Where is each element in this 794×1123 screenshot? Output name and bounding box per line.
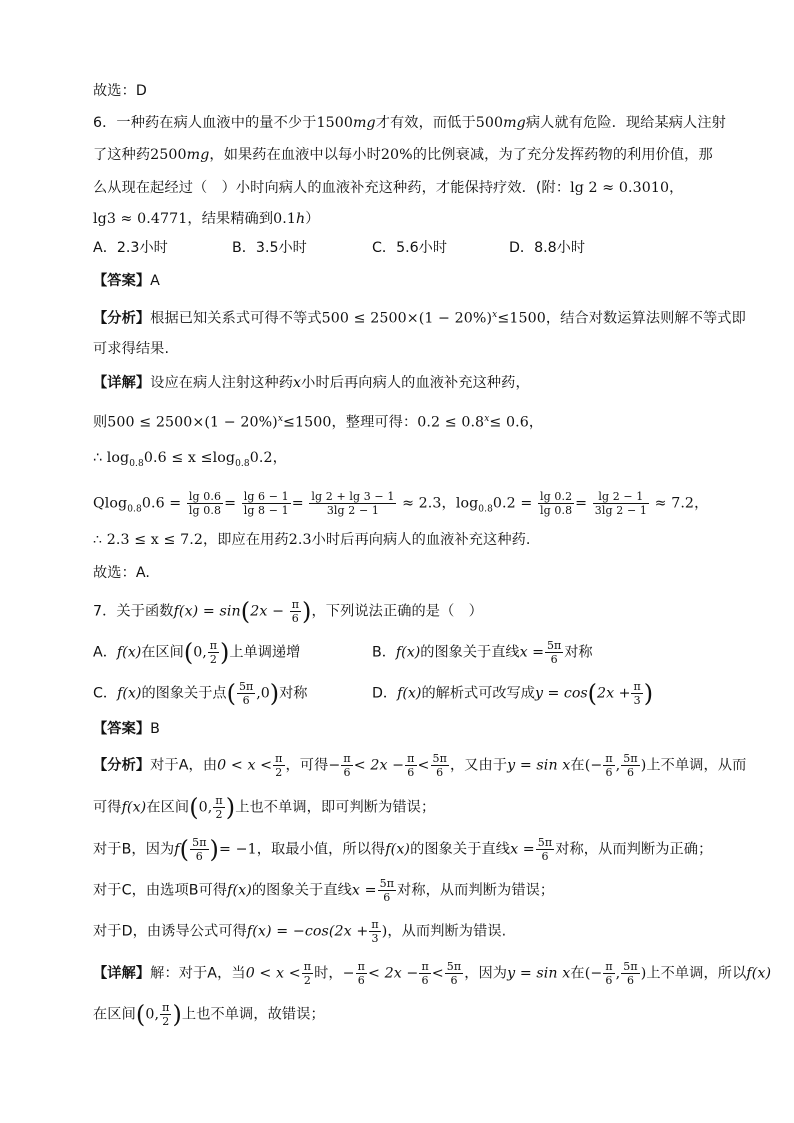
fraction: $\frac{\pi}{6}$ <box>421 960 429 987</box>
fraction: $\frac{\pi}{2}$ <box>303 960 312 987</box>
q6-option-c: C．5.6小时 <box>372 240 448 256</box>
q6-stem-line-2: 了这种药2500mg，如果药在血液中以每小时20%的比例衰减，为了充分发挥药物的利用价值，那 <box>93 147 713 163</box>
fraction: $\frac{5\pi}{6}$ <box>546 639 562 666</box>
fraction: $\frac{5\pi}{6}$ <box>192 836 207 863</box>
fraction: $\frac{\pi}{3}$ <box>371 918 379 945</box>
q6-detail-line-1: 【详解】设应在病人注射这种药x小时后再向病人的血液补充这种药， <box>93 375 530 391</box>
fraction: $\frac{\lg 6 - 1}{\lg 8 - 1}$ <box>243 490 289 517</box>
fraction: $\frac{\pi}{3}$ <box>633 680 641 707</box>
fraction: $\frac{\lg 2 + \lg 3 - 1}{3\lg 2 - 1}$ <box>311 490 395 517</box>
q7-answer: 【答案】B <box>93 721 160 737</box>
q6-answer: 【答案】A <box>93 273 160 289</box>
q7-option-c: C．f(x)的图象关于点( $\frac{5\pi}{6}$ ,0)对称 <box>93 679 308 708</box>
q6-choose: 故选：A. <box>93 565 151 581</box>
fraction: $\frac{\pi}{6}$ <box>343 752 351 779</box>
q7-analysis-line-1: 【分析】对于A，由0 < x < $\frac{\pi}{2}$ ，可得− $\frac{\pi}{6}$ < 2x − $\frac{\pi}{6}$ < $\frac{5\pi}{6}$ ，又由于y = sin x在(− $\frac{\pi}{6}$ , $\frac{5\pi}{6}$ )上不单调，从而 <box>93 752 747 779</box>
q6-detail-line-5: ∴ 2.3 ≤ x ≤ 7.2，即应在用药2.3小时后再向病人的血液补充这种药. <box>93 532 531 548</box>
q7-analysis-line-4: 对于C，由选项B可得f(x)的图象关于直线x = $\frac{5\pi}{6}$ 对称，从而判断为错误； <box>93 877 555 904</box>
q7-option-b: B．f(x)的图象关于直线x = $\frac{5\pi}{6}$ 对称 <box>372 639 593 666</box>
q7-option-a: A．f(x)在区间(0, $\frac{\pi}{2}$ )上单调递增 <box>93 638 301 667</box>
fraction: $\frac{5\pi}{6}$ <box>446 960 462 987</box>
fraction: $\frac{\pi}{6}$ <box>605 960 613 987</box>
q6-stem-line-4: lg3 ≈ 0.4771，结果精确到0.1h） <box>93 211 320 227</box>
q6-analysis-line-2: 可求得结果. <box>93 341 170 357</box>
q7-detail-line-1: 【详解】解：对于A，当0 < x < $\frac{\pi}{2}$ 时，− $\frac{\pi}{6}$ < 2x − $\frac{\pi}{6}$ < $\frac{5\pi}{6}$ ，因为y = sin x在(− $\frac{\pi}{6}$ , $\frac{5\pi}{6}$ )上不单调，所以f(x) <box>93 960 772 987</box>
fraction: $\frac{5\pi}{6}$ <box>537 836 553 863</box>
q6-detail-line-3: ∴ $\log_{0.8}0.6 \le x \le\log_{0.8}0.2$， <box>93 450 287 469</box>
q6-analysis-line-1: 【分析】根据已知关系式可得不等式$500 \le 2500\times(1 - 20\%)^x\le 1500$，结合对数运算法则解不等式即 <box>93 310 746 327</box>
q7-analysis-line-3: 对于B，因为f( $\frac{5\pi}{6}$ )= −1，取最小值，所以得f(x)的图象关于直线x = $\frac{5\pi}{6}$ 对称，从而判断为正确； <box>93 835 713 864</box>
fraction: $\frac{5\pi}{6}$ <box>379 877 395 904</box>
fraction: $\frac{\pi}{6}$ <box>291 598 300 625</box>
fraction: $\frac{\pi}{2}$ <box>162 1001 170 1028</box>
fraction: $\frac{\lg 0.2}{\lg 0.8}$ <box>540 490 573 517</box>
fraction: $\frac{5\pi}{6}$ <box>623 960 638 987</box>
q6-stem-line-3: 么从现在起经过（ ）小时向病人的血液补充这种药，才能保持疗效．(附：lg 2 ≈ 0.3010， <box>93 180 684 196</box>
fraction: $\frac{\pi}{2}$ <box>209 639 217 666</box>
fraction: $\frac{\pi}{6}$ <box>357 960 365 987</box>
prev-answer-line: 故选：D <box>93 83 147 99</box>
q7-detail-line-2: 在区间(0, $\frac{\pi}{2}$ )上也不单调，故错误； <box>93 1000 325 1029</box>
q6-option-d: D．8.8小时 <box>509 240 586 256</box>
q6-detail-line-4: Qlog$_{0.8}$0.6 = $\frac{\lg 0.6}{\lg 0.8}$ = $\frac{\lg 6 - 1}{\lg 8 - 1}$ = $\frac{\lg 2 + \lg 3 - 1}{3\lg 2 - 1}$ ≈ 2.3，$\log_{0.8}0.2$ = $\frac{\lg 0.2}{\lg 0.8}$ = $\frac{\lg 2 - 1}{3\lg 2 - 1}$ ≈ 7.2， <box>93 490 709 517</box>
q6-option-a: A．2.3小时 <box>93 240 168 256</box>
fraction: $\frac{5\pi}{6}$ <box>238 680 254 707</box>
q7-stem: 7．关于函数f(x) = sin(2x − $\frac{\pi}{6}$ )，下列说法正确的是（ ） <box>93 597 483 626</box>
fraction: $\frac{\lg 0.6}{\lg 0.8}$ <box>188 490 222 517</box>
q7-analysis-line-2: 可得f(x)在区间(0, $\frac{\pi}{2}$ )上也不单调，即可判断为错误； <box>93 793 436 822</box>
q7-analysis-line-5: 对于D，由诱导公式可得f(x) = −cos(2x + $\frac{\pi}{3}$ )，从而判断为错误. <box>93 918 507 945</box>
fraction: $\frac{5\pi}{6}$ <box>623 752 638 779</box>
fraction: $\frac{\pi}{6}$ <box>407 752 415 779</box>
fraction: $\frac{5\pi}{6}$ <box>432 752 447 779</box>
q7-option-d: D．f(x)的解析式可改写成y = cos(2x + $\frac{\pi}{3}$ ) <box>372 679 654 708</box>
fraction: $\frac{\pi}{6}$ <box>605 752 613 779</box>
q6-stem-line-1: 6．一种药在病人血液中的量不少于1500mg才有效，而低于500mg病人就有危险．现给某病人注射 <box>93 115 726 131</box>
fraction: $\frac{\pi}{2}$ <box>215 794 223 821</box>
q6-detail-line-2: 则$500 \le 2500\times(1 - 20\%)^x\le 1500$，整理可得：$0.2 \le 0.8^x\le 0.6$， <box>93 414 544 431</box>
fraction: $\frac{\pi}{2}$ <box>275 752 283 779</box>
fraction: $\frac{\lg 2 - 1}{3\lg 2 - 1}$ <box>594 490 647 517</box>
q6-option-b: B．3.5小时 <box>232 240 307 256</box>
